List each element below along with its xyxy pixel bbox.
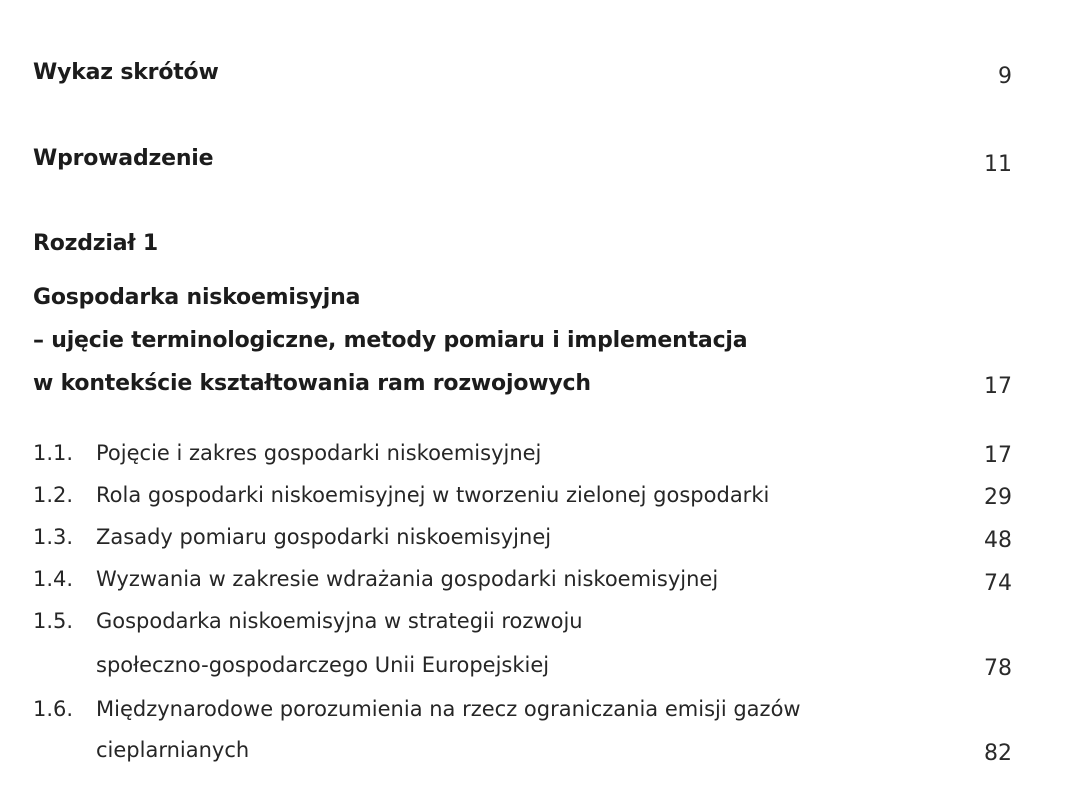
- section-title-line: Zasady pomiaru gospodarki niskoemisyjnej: [96, 525, 552, 549]
- chapter-label: Rozdział 1: [33, 231, 158, 256]
- chapter-page: 17: [984, 374, 1012, 399]
- section-page: 78: [984, 656, 1012, 681]
- section-title-line: społeczno-gospodarczego Unii Europejskiej: [96, 653, 550, 677]
- chapter-title-line: w kontekście kształtowania ram rozwojowych: [33, 371, 591, 396]
- toc-entry-page: 11: [984, 152, 1012, 177]
- section-page: 29: [984, 485, 1012, 510]
- section-page: 17: [984, 443, 1012, 468]
- toc-entry-page: 9: [998, 64, 1012, 89]
- section-title-line: Rola gospodarki niskoemisyjnej w tworzeniu zielonej gospodarki: [96, 483, 770, 507]
- section-page: 82: [984, 741, 1012, 766]
- section-number: 1.6.: [33, 697, 74, 721]
- section-number: 1.3.: [33, 525, 74, 549]
- section-number: 1.1.: [33, 441, 74, 465]
- chapter-title-line: – ujęcie terminologiczne, metody pomiaru i implementacja: [33, 328, 748, 353]
- section-title-line: cieplarnianych: [96, 738, 250, 762]
- section-title-line: Gospodarka niskoemisyjna w strategii rozwoju: [96, 609, 583, 633]
- section-title-line: Pojęcie i zakres gospodarki niskoemisyjnej: [96, 441, 542, 465]
- section-title-line: Wyzwania w zakresie wdrażania gospodarki niskoemisyjnej: [96, 567, 719, 591]
- section-title-line: Międzynarodowe porozumienia na rzecz ograniczania emisji gazów: [96, 697, 801, 721]
- chapter-title-line: Gospodarka niskoemisyjna: [33, 285, 361, 310]
- section-number: 1.4.: [33, 567, 74, 591]
- section-number: 1.5.: [33, 609, 74, 633]
- toc-entry-title: Wykaz skrótów: [33, 60, 219, 85]
- section-page: 74: [984, 571, 1012, 596]
- section-page: 48: [984, 528, 1012, 553]
- toc-entry-title: Wprowadzenie: [33, 146, 214, 171]
- section-number: 1.2.: [33, 483, 74, 507]
